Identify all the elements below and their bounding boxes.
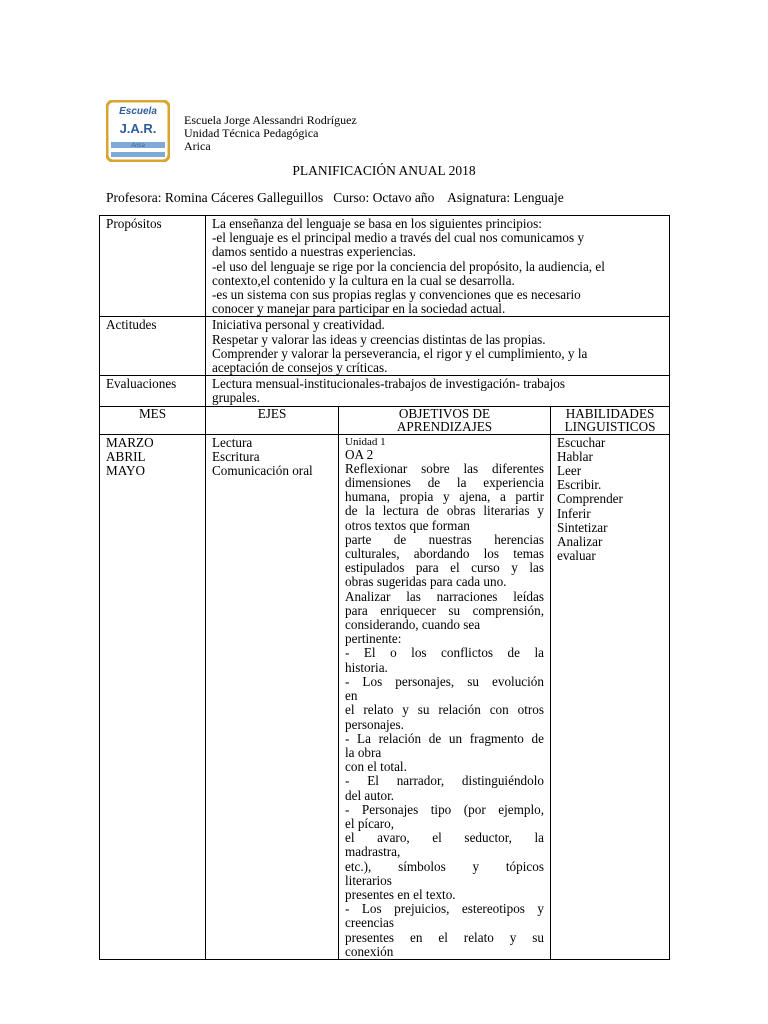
objetivo-line: historia. (345, 659, 388, 675)
propositos-line: contexto,el contenido y la cultura en la cual se desarrolla. (212, 272, 515, 288)
habilidad-item: Comprender (557, 491, 623, 507)
habilidad-item: Sintetizar (557, 519, 608, 535)
propositos-line: damos sentido a nuestras experiencias. (212, 244, 416, 260)
objetivo-line: el pícaro, (345, 815, 395, 831)
row-propositos (100, 216, 670, 317)
objetivo-line: el relato y su relación con otros (345, 702, 544, 718)
objetivo-line: - El narrador, distinguiéndolo (345, 773, 544, 789)
objetivos-lines (345, 448, 544, 959)
objetivo-line: parte de nuestras herencias (345, 531, 544, 547)
mes-item: ABRIL (106, 448, 146, 464)
evaluaciones-line: Lectura mensual-institucionales-trabajos de investigación- trabajos (212, 376, 566, 392)
objetivo-line: del autor. (345, 787, 395, 803)
habilidad-item: evaluar (557, 548, 596, 564)
header-objetivos-line: APRENDIZAJES (396, 419, 493, 435)
objetivo-line: dimensiones de la experiencia (345, 475, 544, 491)
habilidad-item: Escuchar (557, 434, 606, 450)
propositos-line: -el lenguaje es el principal medio a través del cual nos comunicamos y (212, 230, 585, 246)
objetivo-line: - El o los conflictos de la (345, 645, 544, 661)
objetivo-line: presentes en el texto. (345, 886, 456, 902)
habilidad-item: Inferir (557, 505, 591, 521)
objetivo-line: obras sugeridas para cada uno. (345, 574, 507, 590)
objetivo-line: conexión (345, 943, 394, 959)
habilidad-item: Analizar (557, 534, 603, 550)
objetivo-line: - Los personajes, su evolución (345, 673, 544, 689)
objetivo-line: otros textos que forman (345, 517, 470, 533)
objetivo-line: - La relación de un fragmento de (345, 730, 544, 746)
objetivo-line: en (345, 688, 358, 704)
actitudes-line: Iniciativa personal y creatividad. (212, 317, 385, 333)
habilidades-cell (551, 434, 670, 959)
objetivo-line: Reflexionar sobre las diferentes (345, 460, 544, 476)
school-city: Arica (184, 139, 211, 153)
header-habilidades-line: HABILIDADES (565, 405, 655, 421)
header-objetivos (339, 406, 551, 434)
eje-item: Comunicación oral (212, 463, 313, 479)
objetivo-line: de la lectura de obras literarias y (345, 503, 544, 519)
unidad-label: Unidad 1 (345, 435, 386, 448)
propositos-line: La enseñanza del lenguaje se basa en los siguientes principios: (212, 216, 542, 231)
header-mes: MES (100, 406, 206, 434)
objetivo-line: etc.), símbolos y tópicos (345, 858, 544, 874)
course-info-line: Profesora: Romina Cáceres Galleguillos Curso: Octavo año Asignatura: Lenguaje (106, 190, 564, 205)
meses-cell (100, 434, 206, 959)
objetivo-line: para enriquecer su comprensión, (345, 602, 544, 618)
propositos-label: Propósitos (100, 216, 206, 317)
school-unit: Unidad Técnica Pedagógica (184, 126, 319, 140)
objetivo-line: culturales, abordando los temas (345, 546, 544, 562)
row-actitudes (100, 317, 670, 376)
header-ejes: EJES (206, 406, 339, 434)
header-habilidades (551, 406, 670, 434)
header-habilidades-line: LINGUISTICOS (564, 419, 656, 435)
propositos-line: conocer y manejar para participar en la sociedad actual. (212, 301, 506, 317)
row-unidad-1 (100, 434, 670, 959)
mes-item: MAYO (106, 463, 146, 479)
row-column-headers (100, 406, 670, 434)
objetivo-line: estipulados para el curso y las (345, 560, 544, 576)
habilidad-item: Escribir. (557, 477, 602, 493)
objetivos-cell (339, 434, 551, 959)
objetivo-line: personajes. (345, 716, 404, 732)
mes-item: MARZO (106, 434, 154, 450)
logo-bottom-text: Arica (131, 143, 145, 149)
objetivo-line: la obra (345, 744, 382, 760)
eje-item: Escritura (212, 448, 260, 464)
objetivo-line: literarios (345, 872, 392, 888)
school-header (184, 114, 357, 153)
logo-top-text: Escuela (119, 106, 157, 117)
objetivo-line: presentes en el relato y su (345, 929, 544, 945)
objetivo-line: creencias (345, 915, 395, 931)
habilidad-item: Leer (557, 463, 582, 479)
actitudes-label: Actitudes (100, 317, 206, 376)
objetivo-line: - Personajes tipo (por ejemplo, (345, 801, 544, 817)
actitudes-line: Respetar y valorar las ideas y creencias distintas de las propias. (212, 331, 546, 347)
school-name: Escuela Jorge Alessandri Rodríguez (184, 113, 357, 127)
objetivo-line: humana, propia y ajena, a partir (345, 489, 544, 505)
objetivo-line: pertinente: (345, 631, 402, 647)
objetivo-line: OA 2 (345, 446, 374, 462)
actitudes-line: Comprender y valorar la perseverancia, el rigor y el cumplimiento, y la (212, 345, 588, 361)
logo-middle-text: J.A.R. (119, 121, 157, 136)
eje-item: Lectura (212, 434, 253, 450)
planning-table (99, 215, 670, 960)
habilidad-item: Hablar (557, 448, 593, 464)
objetivo-line: considerando, cuando sea (345, 617, 481, 633)
page-title: PLANIFICACIÓN ANUAL 2018 (292, 163, 476, 178)
objetivo-line: Analizar las narraciones leídas (345, 588, 544, 604)
objetivo-line: madrastra, (345, 844, 401, 860)
school-logo (106, 100, 170, 162)
actitudes-text (206, 317, 670, 376)
evaluaciones-line: grupales. (212, 390, 260, 406)
propositos-line: -el uso del lenguaje se rige por la conciencia del propósito, la audiencia, el (212, 258, 605, 274)
objetivo-line: - Los prejuicios, estereotipos y (345, 901, 544, 917)
ejes-cell (206, 434, 339, 959)
propositos-line: -es un sistema con sus propias reglas y convenciones que es necesario (212, 287, 581, 303)
objetivo-line: el avaro, el seductor, la (345, 830, 544, 846)
actitudes-line: aceptación de consejos y críticas. (212, 360, 388, 376)
objetivo-line: con el total. (345, 759, 407, 775)
row-evaluaciones (100, 376, 670, 406)
header-objetivos-line: OBJETIVOS DE (398, 405, 491, 421)
propositos-text (206, 216, 670, 317)
evaluaciones-text (206, 376, 670, 406)
evaluaciones-label: Evaluaciones (100, 376, 206, 406)
